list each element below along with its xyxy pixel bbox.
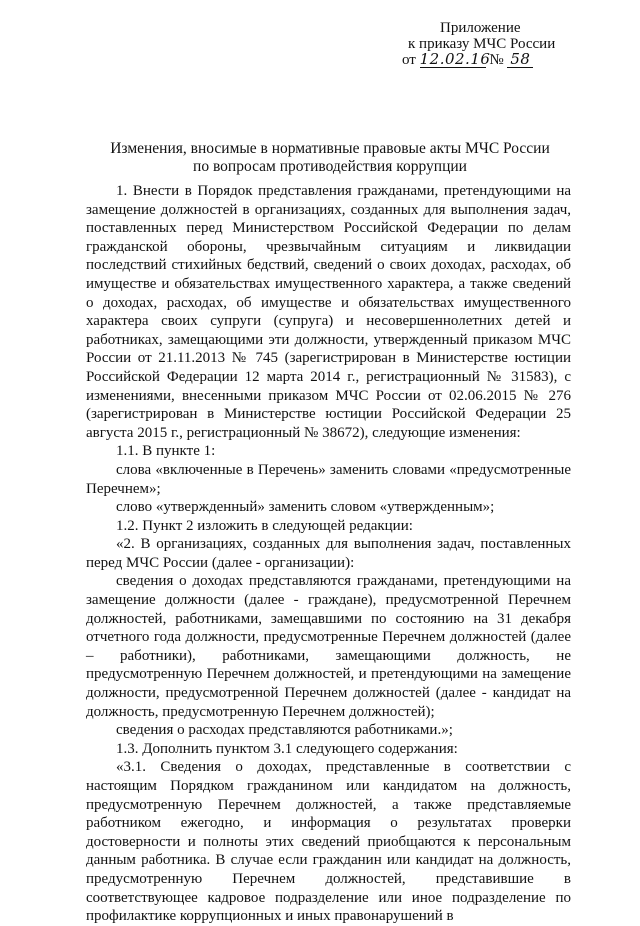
paragraph: 1.3. Дополнить пунктом 3.1 следующего содержания: bbox=[116, 740, 458, 757]
from-label: от bbox=[402, 52, 416, 68]
paragraph: «3.1. Сведения о доходах, представленные в соответствии с настоящим Порядком гражданином или кандидатом на должность, предусмотренную Перечнем должностей, а также представляемые работником ежегодно, и информация о результатах проверки достоверности и полноты этих сведений приобщаются к персональным данным работника. В случае если гражданин или кандидат на должность, предусмотренную Перечнем должностей, представившие в соответствующее кадровое подразделение или иное подразделение по профилактике коррупционных и иных правонарушений в bbox=[86, 759, 571, 925]
paragraph: 1. Внести в Порядок представления гражданами, претендующими на замещение должностей в организациях, созданных для выполнения задач, поставленных перед Министерством Российской Федерации по делам гражданской обороны, чрезвычайным ситуациям и ликвидации последствий стихийных бедствий, сведений о своих доходах, расходах, об имуществе и обязательствах имущественного характера, а также сведений о доходах, расходах, об имуществе и обязательствах имущественного характера своих супруги (супруга) и несовершеннолетних детей и работниках, замещающими эти должности, утвержденный приказом МЧС России от 21.11.2013 № 745 (зарегистрирован в Министерстве юстиции Российской Федерации 12 марта 2014 г., регистрационный № 31583), с изменениями, внесенными приказом МЧС России от 02.06.2015 № 276 (зарегистрирован в Министерстве юстиции Российской Федерации 25 августа 2015 г., регистрационный № 38672), следующие изменения: bbox=[86, 183, 571, 441]
paragraph: сведения о расходах представляются работниками.»; bbox=[116, 722, 453, 739]
paragraph: «2. В организациях, созданных для выполнения задач, поставленных перед МЧС России (далее - организации): bbox=[86, 536, 571, 571]
title-line-1: Изменения, вносимые в нормативные правовые акты МЧС России bbox=[110, 140, 550, 157]
appendix-title: Приложение bbox=[440, 20, 521, 36]
handwritten-date: 12.02.16 bbox=[419, 50, 491, 68]
appendix-block bbox=[400, 20, 600, 68]
title-line-2: по вопросам противодействия коррупции bbox=[193, 158, 467, 175]
paragraph: слова «включенные в Перечень» заменить словами «предусмотренные Перечнем»; bbox=[86, 461, 571, 497]
paragraph: 1.1. В пункте 1: bbox=[116, 443, 216, 460]
paragraph: слово «утвержденный» заменить словом «утвержденным»; bbox=[116, 499, 495, 516]
number-label: № bbox=[489, 52, 504, 68]
appendix-date-number-line bbox=[400, 52, 600, 68]
document-body bbox=[86, 182, 571, 926]
paragraph: сведения о доходах представляются гражданами, претендующими на замещение должности (далее - граждане), предусмотренной Перечнем должностей, работниками, замещавшими по состоянию на 31 декабря отчетного года должности, предусмотренные Перечнем должностей (далее – работники), работниками, замещающими должность, не предусмотренную Перечнем должностей, и претендующими на замещение должности, предусмотренной Перечнем должностей (далее - кандидат на должность, предусмотренную Перечнем должностей); bbox=[86, 573, 571, 720]
appendix-order-ref: к приказу МЧС России bbox=[408, 36, 556, 52]
handwritten-number: 58 bbox=[507, 52, 533, 68]
document-title bbox=[60, 140, 600, 176]
paragraph: 1.2. Пункт 2 изложить в следующей редакции: bbox=[116, 517, 413, 534]
